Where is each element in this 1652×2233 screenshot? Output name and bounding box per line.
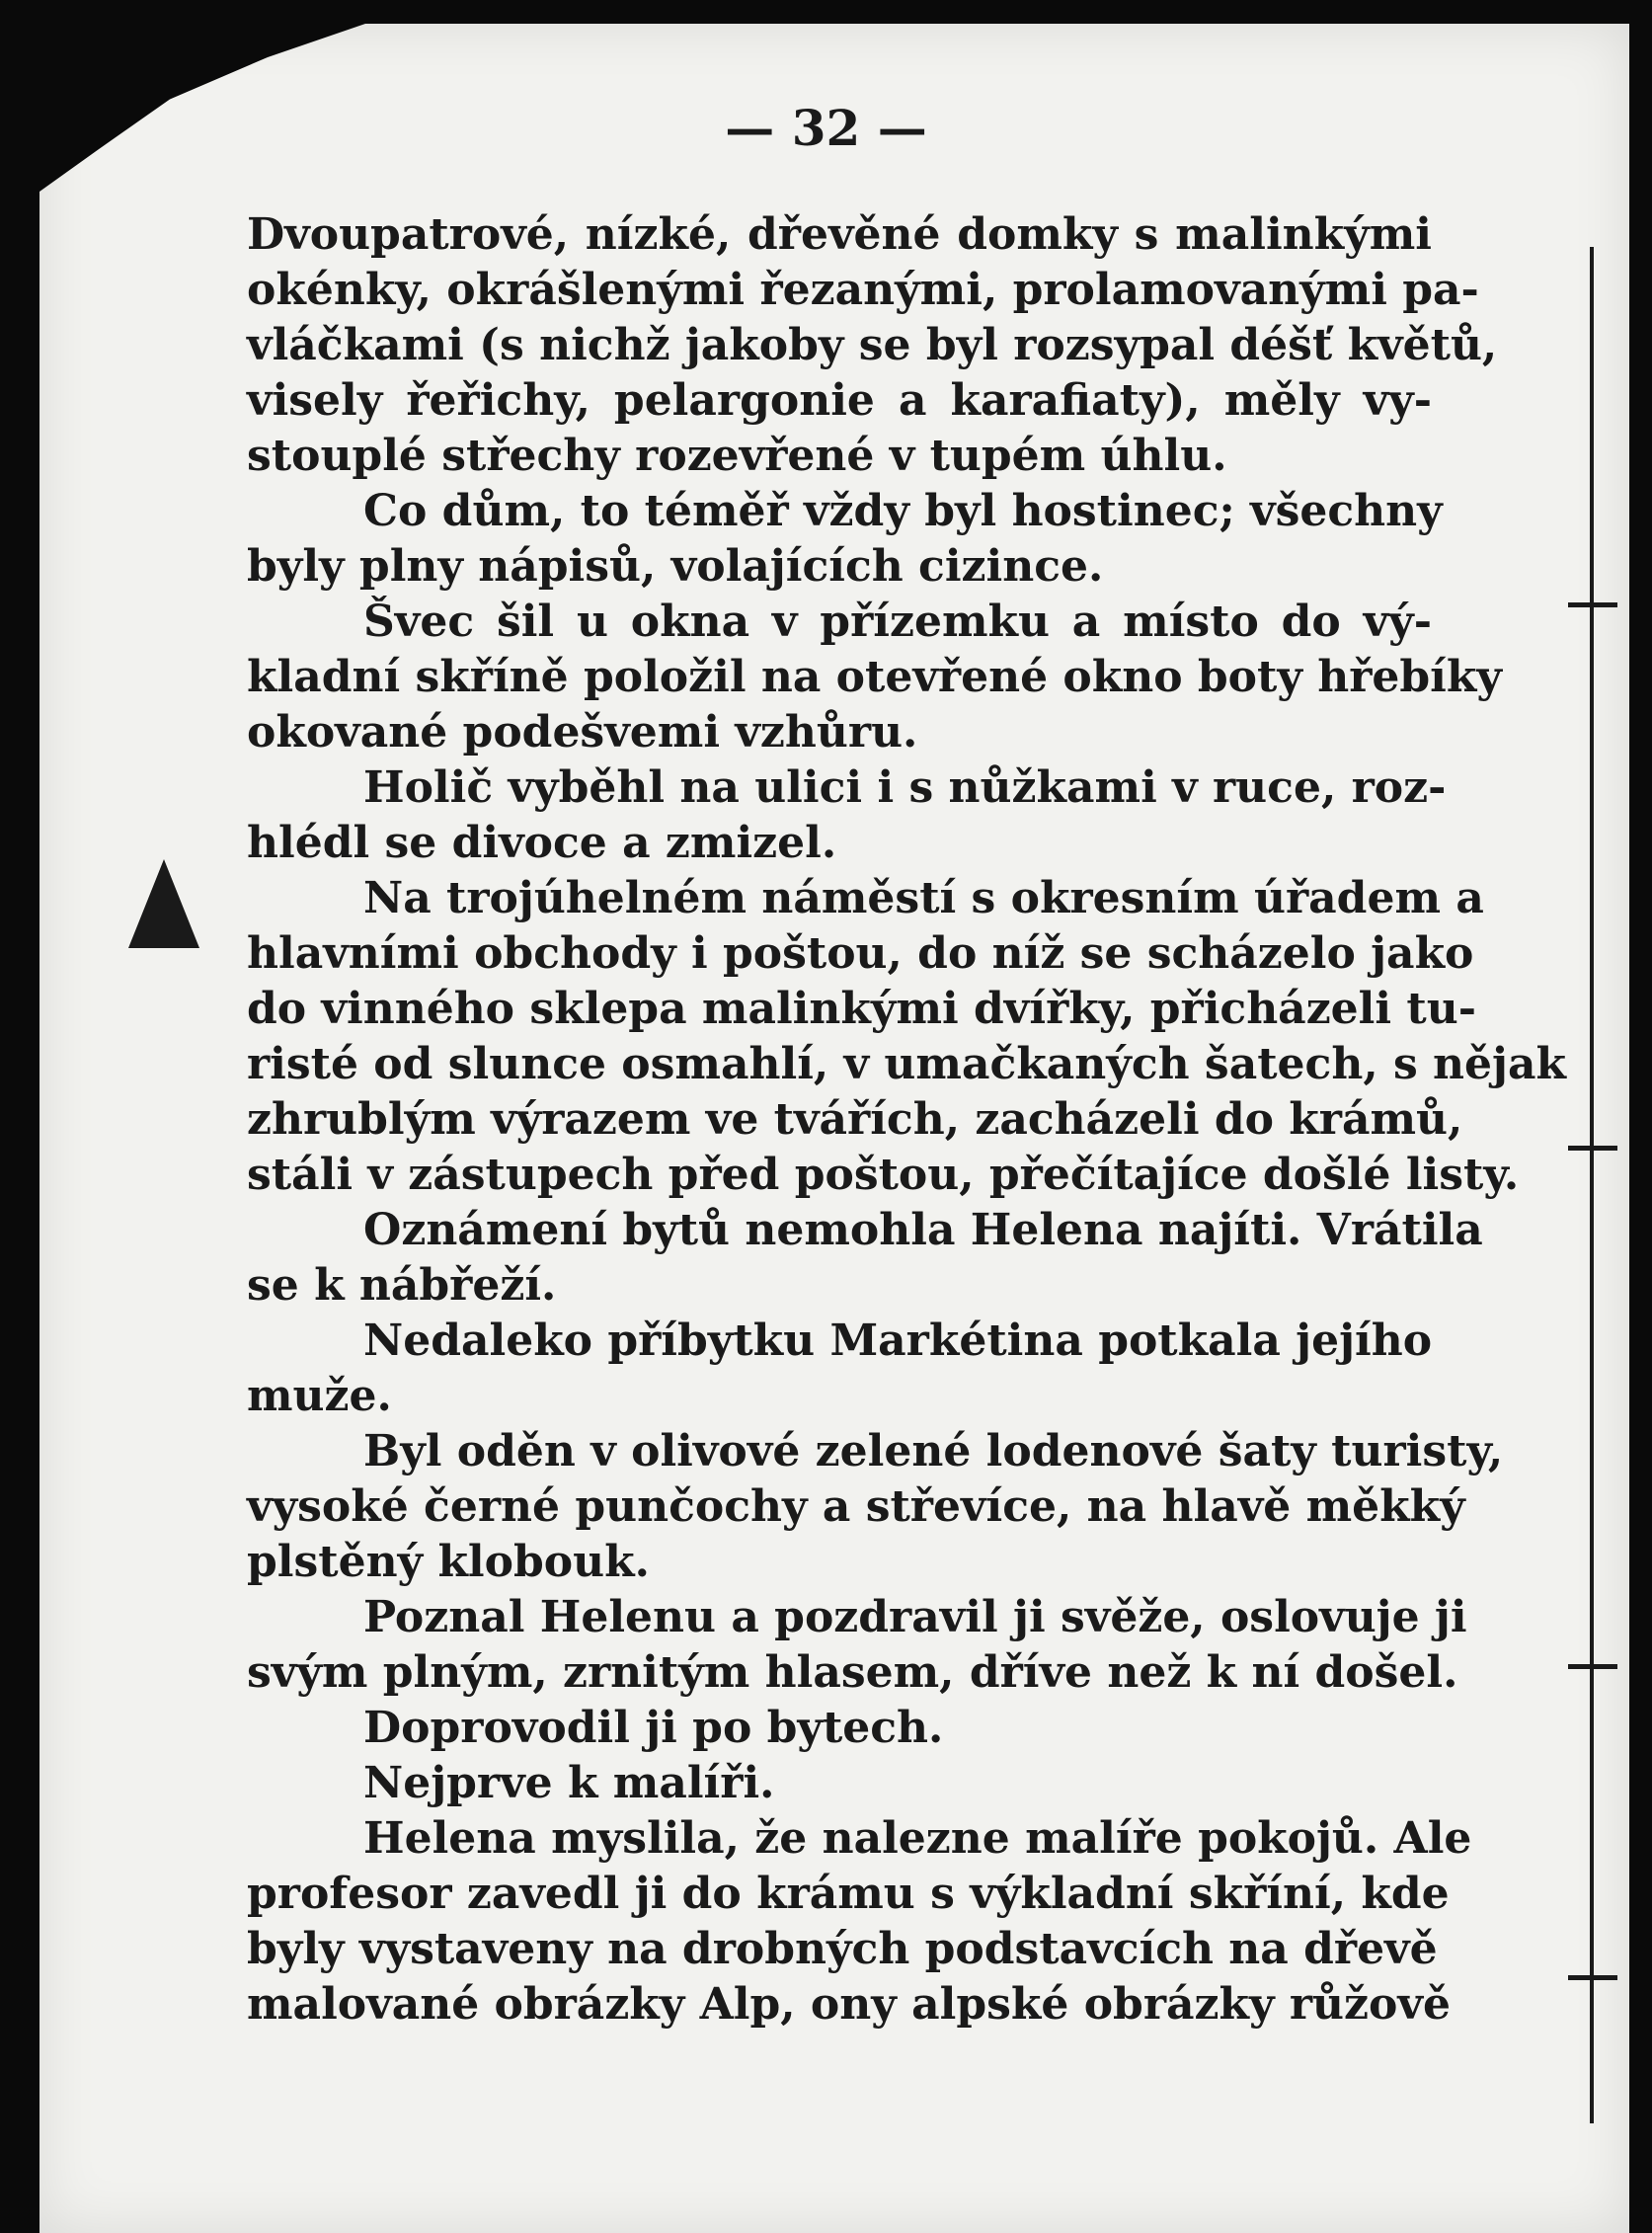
text-line: stouplé střechy rozevřené v tupém úhlu. (247, 431, 1227, 481)
text-line: profesor zavedl ji do krámu s výkladní skříní, kde (247, 1869, 1450, 1919)
text-line: Švec šil u okna v přízemku a místo do vý- (363, 597, 1432, 647)
margin-ink-mark (128, 859, 199, 948)
binding-stitch (1568, 1664, 1617, 1669)
text-line: Doprovodil ji po bytech. (363, 1703, 944, 1753)
text-line: muže. (247, 1371, 392, 1421)
text-line: Nejprve k malíři. (363, 1758, 775, 1808)
binding-stitch (1568, 602, 1617, 607)
text-line: okénky, okrášlenými řezanými, prolamovanými pa- (247, 265, 1479, 315)
text-line: stáli v zástupech před poštou, přečítajíce došlé listy. (247, 1150, 1520, 1200)
text-line: byly plny nápisů, volajících cizince. (247, 541, 1104, 592)
binding-stitch (1568, 1975, 1617, 1980)
text-line: risté od slunce osmahlí, v umačkaných šatech, s nějak (247, 1039, 1566, 1089)
text-line: Oznámení bytů nemohla Helena najíti. Vrátila (363, 1205, 1483, 1255)
text-line: plstěný klobouk. (247, 1537, 650, 1587)
text-line: Co dům, to téměř vždy byl hostinec; všechny (363, 486, 1443, 536)
text-line: zhrublým výrazem ve tvářích, zacházeli do krámů, (247, 1094, 1463, 1145)
text-line: Holič vyběhl na ulici i s nůžkami v ruce, roz- (363, 762, 1447, 813)
text-line: do vinného sklepa malinkými dvířky, přicházeli tu- (247, 984, 1476, 1034)
text-line: okované podešvemi vzhůru. (247, 707, 918, 758)
text-line: se k nábřeží. (247, 1260, 557, 1311)
text-line: Poznal Helenu a pozdravil ji svěže, oslovuje ji (363, 1592, 1467, 1642)
text-line: hlavními obchody i poštou, do níž se scházelo jako (247, 928, 1474, 979)
text-line: byly vystaveny na drobných podstavcích na dřevě (247, 1924, 1438, 1974)
text-line: svým plným, zrnitým hlasem, dříve než k ní došel. (247, 1647, 1458, 1698)
text-line: malované obrázky Alp, ony alpské obrázky růžově (247, 1979, 1451, 2030)
text-line: Dvoupatrové, nízké, dřevěné domky s malinkými (247, 209, 1432, 260)
text-line: Byl oděn v olivové zelené lodenové šaty turisty, (363, 1426, 1504, 1476)
text-line: vysoké černé punčochy a střevíce, na hlavě měkký (247, 1481, 1465, 1532)
page-number: — 32 — (725, 99, 927, 157)
text-line: kladní skříně položil na otevřené okno boty hřebíky (247, 652, 1502, 702)
text-line: visely řeřichy, pelargonie a karafiaty), měly vy- (247, 375, 1432, 426)
text-line: Na trojúhelném náměstí s okresním úřadem a (363, 873, 1484, 923)
binding-stitch (1568, 1146, 1617, 1151)
text-line: Nedaleko příbytku Markétina potkala jejího (363, 1316, 1433, 1366)
binding-edge (1590, 247, 1594, 2123)
text-line: Helena myslila, že nalezne malíře pokojů. Ale (363, 1813, 1472, 1864)
text-line: vláčkami (s nichž jakoby se byl rozsypal déšť květů, (247, 320, 1498, 370)
text-line: hlédl se divoce a zmizel. (247, 818, 837, 868)
